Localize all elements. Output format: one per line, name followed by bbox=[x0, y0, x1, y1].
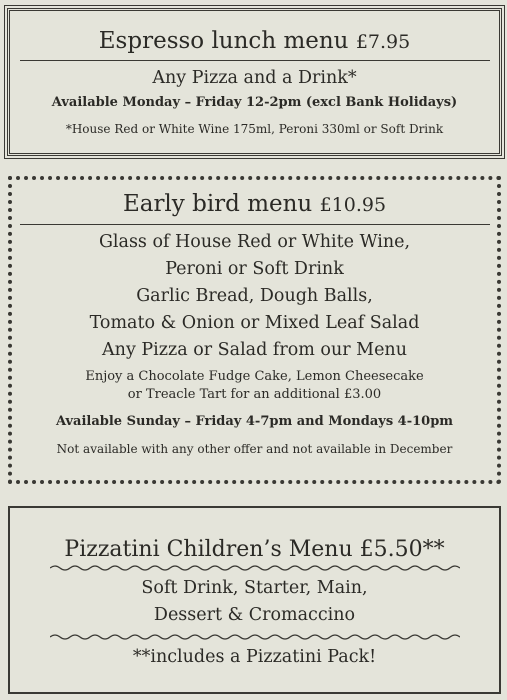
espresso-title bbox=[10, 27, 499, 56]
early-bird-dessert-line: or Treacle Tart for an additional £3.00 bbox=[127, 387, 382, 402]
early-bird-price: £10.95 bbox=[319, 194, 387, 216]
children-item: Dessert & Cromaccino bbox=[153, 605, 356, 625]
espresso-divider bbox=[20, 60, 490, 61]
early-bird-note: Not available with any other offer and not available in December bbox=[56, 442, 453, 456]
wavy-divider-bottom bbox=[50, 633, 460, 641]
espresso-price: £7.95 bbox=[355, 31, 411, 53]
early-bird-availability: Available Sunday – Friday 4-7pm and Mondays 4-10pm bbox=[55, 414, 454, 429]
children-footnote: **includes a Pizzatini Pack! bbox=[132, 647, 377, 667]
early-bird-dessert-line: Enjoy a Chocolate Fudge Cake, Lemon Cheesecake bbox=[85, 369, 424, 384]
early-bird-item: Tomato & Onion or Mixed Leaf Salad bbox=[89, 313, 420, 333]
children-item: Soft Drink, Starter, Main, bbox=[141, 578, 368, 598]
children-title: Pizzatini Children’s Menu £5.50** bbox=[64, 537, 445, 562]
early-bird-item: Garlic Bread, Dough Balls, bbox=[136, 286, 373, 306]
early-bird-item: Any Pizza or Salad from our Menu bbox=[102, 340, 407, 360]
children-menu-panel bbox=[8, 506, 501, 694]
early-bird-item: Peroni or Soft Drink bbox=[165, 259, 344, 279]
early-bird-divider bbox=[20, 224, 490, 225]
espresso-availability: Available Monday – Friday 12-2pm (excl Bank Holidays) bbox=[51, 95, 458, 110]
espresso-lunch-panel bbox=[7, 8, 502, 156]
early-bird-item: Glass of House Red or White Wine, bbox=[98, 232, 411, 252]
espresso-offer: Any Pizza and a Drink* bbox=[152, 68, 357, 88]
early-bird-title-text: Early bird menu bbox=[122, 191, 313, 217]
early-bird-title bbox=[12, 190, 497, 219]
wavy-divider-top bbox=[50, 564, 460, 572]
espresso-title-text: Espresso lunch menu bbox=[98, 28, 349, 54]
early-bird-panel bbox=[8, 176, 501, 484]
espresso-footnote: *House Red or White Wine 175ml, Peroni 330ml or Soft Drink bbox=[65, 122, 444, 136]
